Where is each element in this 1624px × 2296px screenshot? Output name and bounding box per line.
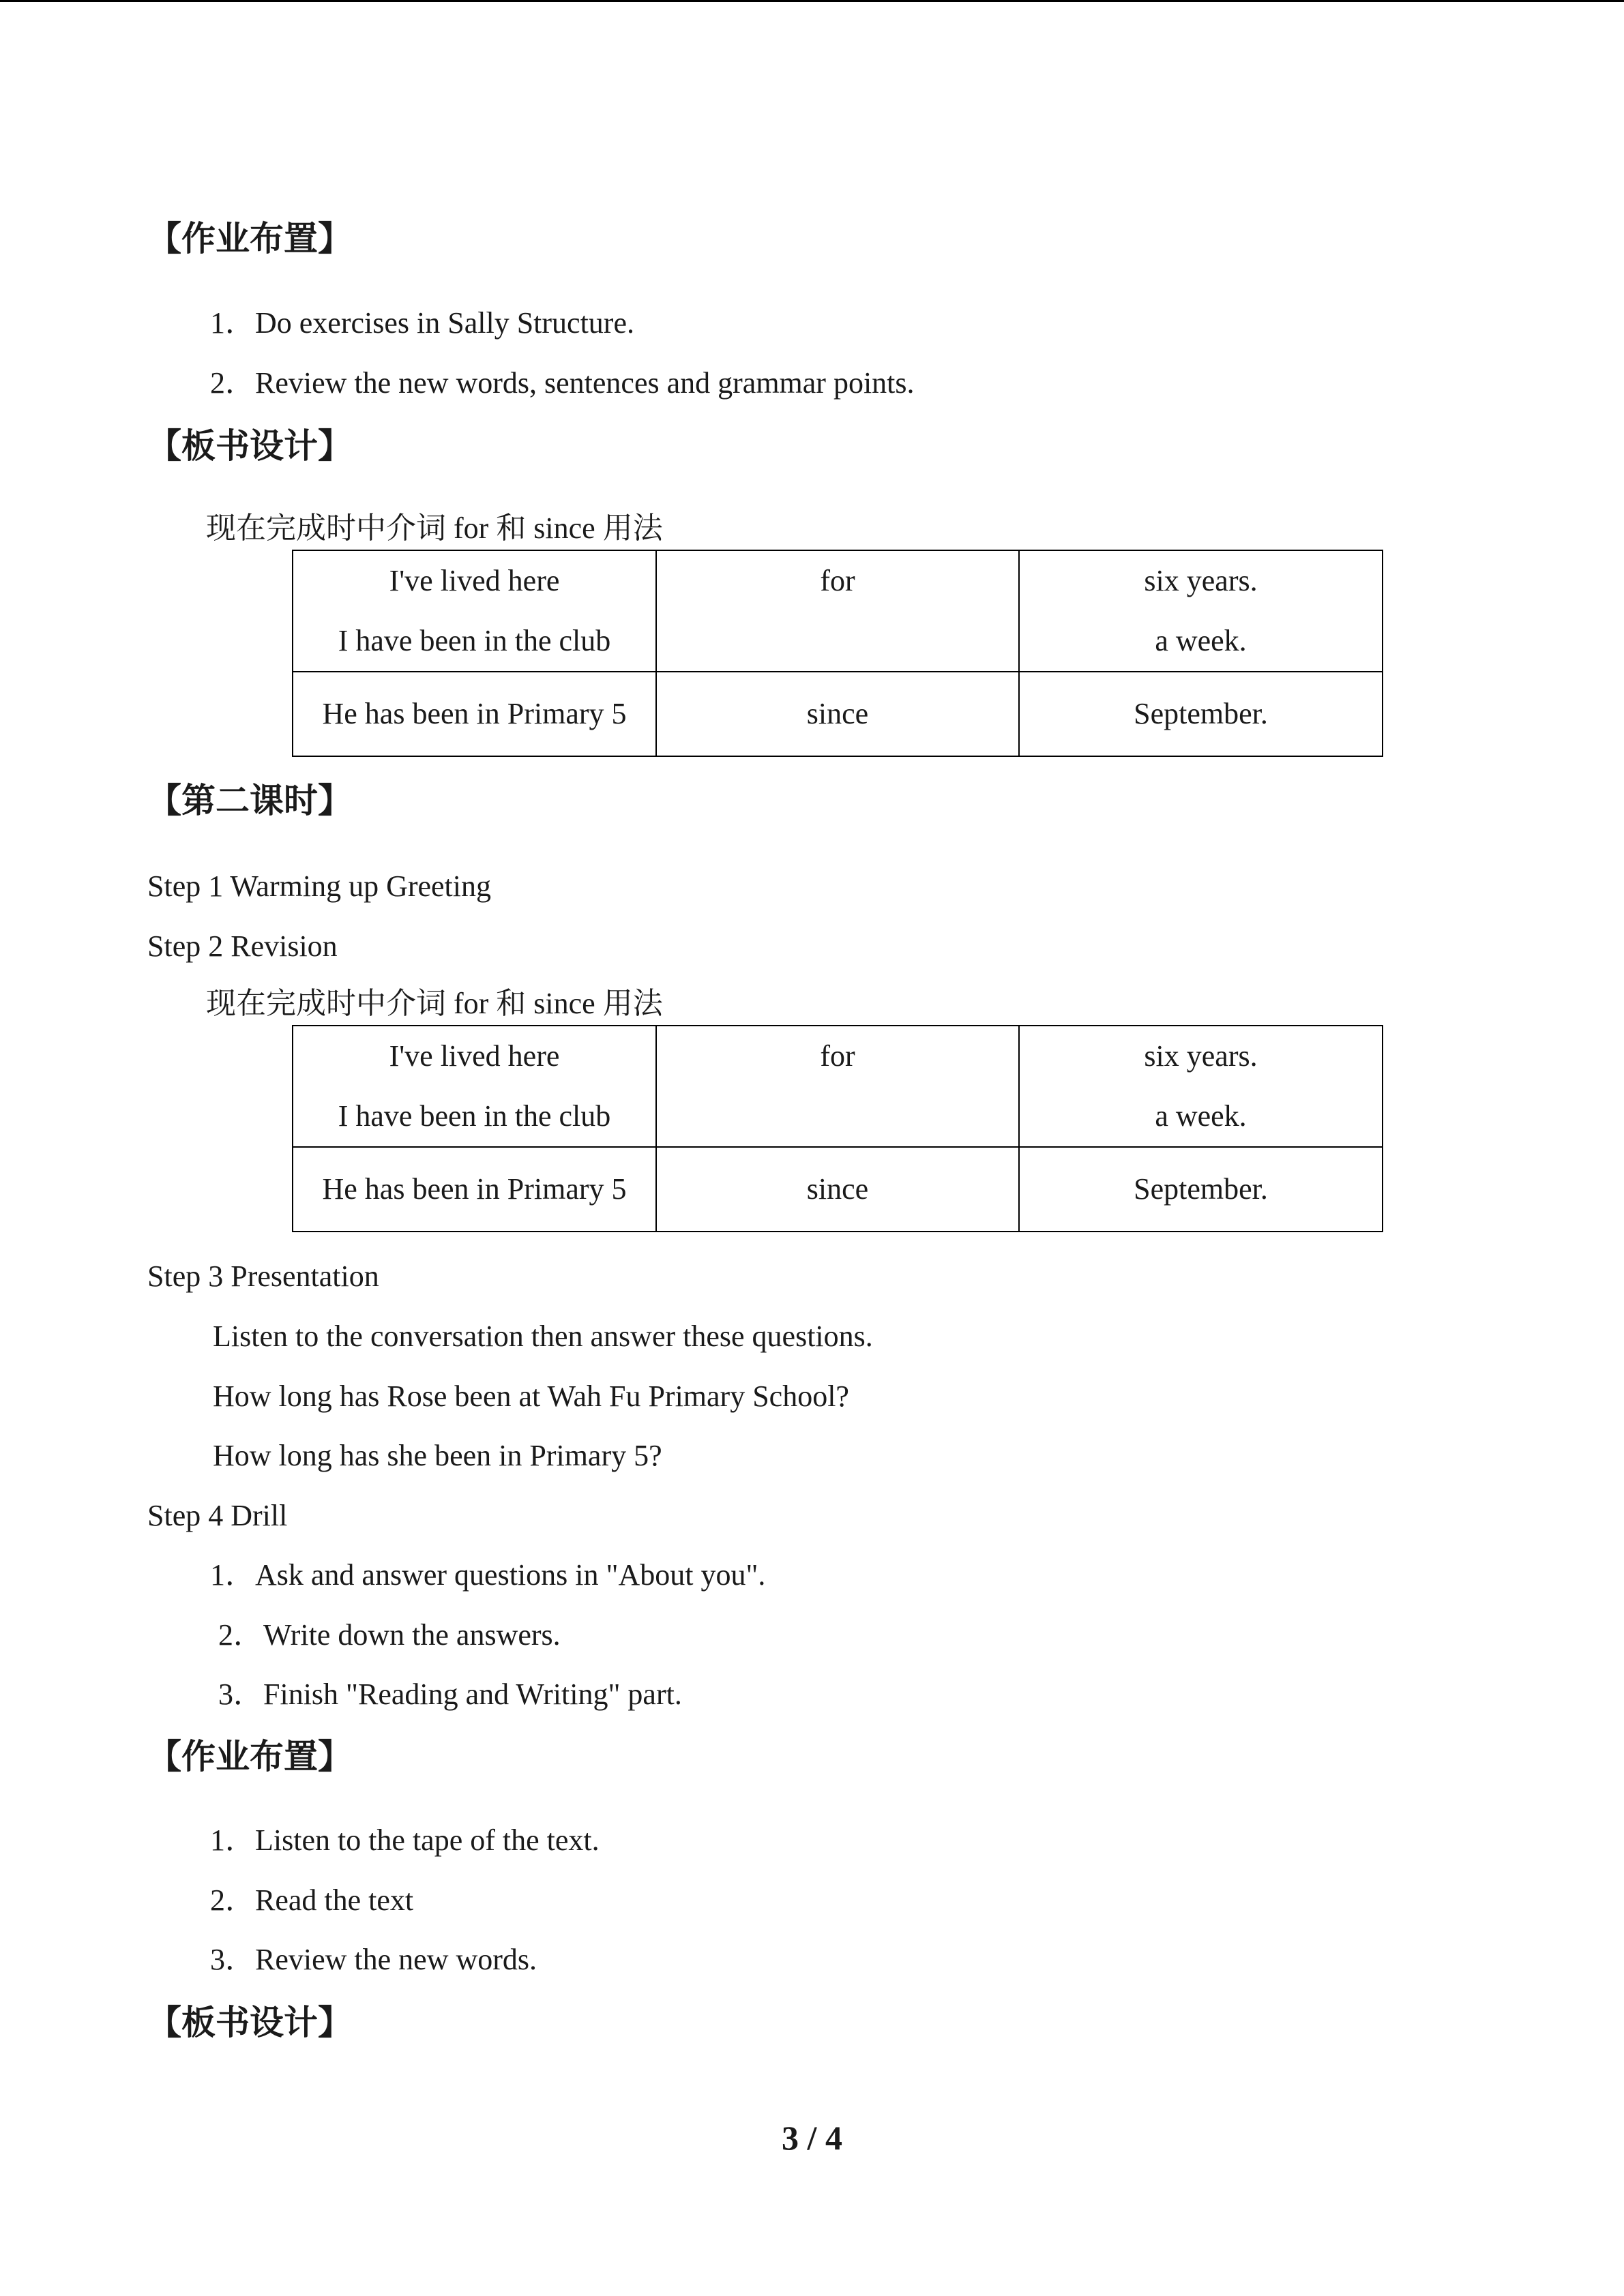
lesson2-heading: 【第二课时】 (147, 781, 352, 820)
homework-item: 1．Listen to the tape of the text. (210, 1823, 600, 1857)
cell-line: for (820, 564, 855, 597)
board-design-heading: 【板书设计】 (147, 426, 352, 466)
board-design-heading: 【板书设计】 (147, 2003, 352, 2042)
table-cell: September. (1019, 1147, 1383, 1232)
table-cell (293, 1026, 656, 1147)
step-title: Step 4 Drill (147, 1499, 288, 1532)
table-cell: September. (1019, 672, 1383, 756)
table-cell (656, 1026, 1019, 1147)
step-title: Step 3 Presentation (147, 1259, 379, 1293)
cell-line: I've lived here (389, 564, 560, 597)
grammar-table (292, 550, 1383, 757)
table-cell: He has been in Primary 5 (293, 1147, 656, 1232)
table-row (293, 1026, 1383, 1147)
grammar-table (292, 1025, 1383, 1232)
presentation-line: How long has Rose been at Wah Fu Primary School? (213, 1380, 849, 1413)
table-cell (1019, 550, 1383, 672)
table-cell (293, 550, 656, 672)
table-row (293, 1147, 1383, 1232)
table-row (293, 550, 1383, 672)
cell-line: a week. (1155, 1099, 1247, 1133)
table-row (293, 672, 1383, 756)
homework-heading: 【作业布置】 (147, 1737, 352, 1776)
drill-item: 2．Write down the answers. (218, 1618, 561, 1652)
cell-line: I have been in the club (338, 1099, 611, 1133)
step-title: Step 2 Revision (147, 929, 338, 963)
board-caption: 现在完成时中介词 for 和 since 用法 (206, 511, 663, 545)
cell-line: I have been in the club (338, 624, 611, 657)
presentation-line: How long has she been in Primary 5? (213, 1439, 662, 1472)
cell-line: for (820, 1039, 855, 1073)
drill-item: 1．Ask and answer questions in "About you". (210, 1558, 766, 1592)
step-title: Step 1 Warming up Greeting (147, 869, 492, 903)
cell-line: I've lived here (389, 1039, 560, 1073)
drill-item: 3．Finish "Reading and Writing" part. (218, 1678, 682, 1711)
presentation-line: Listen to the conversation then answer these questions. (213, 1320, 873, 1353)
homework-item: 3．Review the new words. (210, 1943, 537, 1976)
homework-item: 1．Do exercises in Sally Structure. (210, 306, 634, 340)
page-number: 3 / 4 (782, 2119, 842, 2157)
table-cell (1019, 1026, 1383, 1147)
board-caption: 现在完成时中介词 for 和 since 用法 (206, 987, 663, 1020)
homework-item: 2．Review the new words, sentences and grammar points. (210, 366, 915, 400)
homework-item: 2．Read the text (210, 1883, 414, 1917)
cell-line: six years. (1144, 564, 1258, 597)
table-cell: since (656, 1147, 1019, 1232)
cell-line: a week. (1155, 624, 1247, 657)
top-border (0, 0, 1624, 2)
table-cell: since (656, 672, 1019, 756)
table-cell: He has been in Primary 5 (293, 672, 656, 756)
homework-heading: 【作业布置】 (147, 219, 352, 258)
table-cell (656, 550, 1019, 672)
cell-line: six years. (1144, 1039, 1258, 1073)
